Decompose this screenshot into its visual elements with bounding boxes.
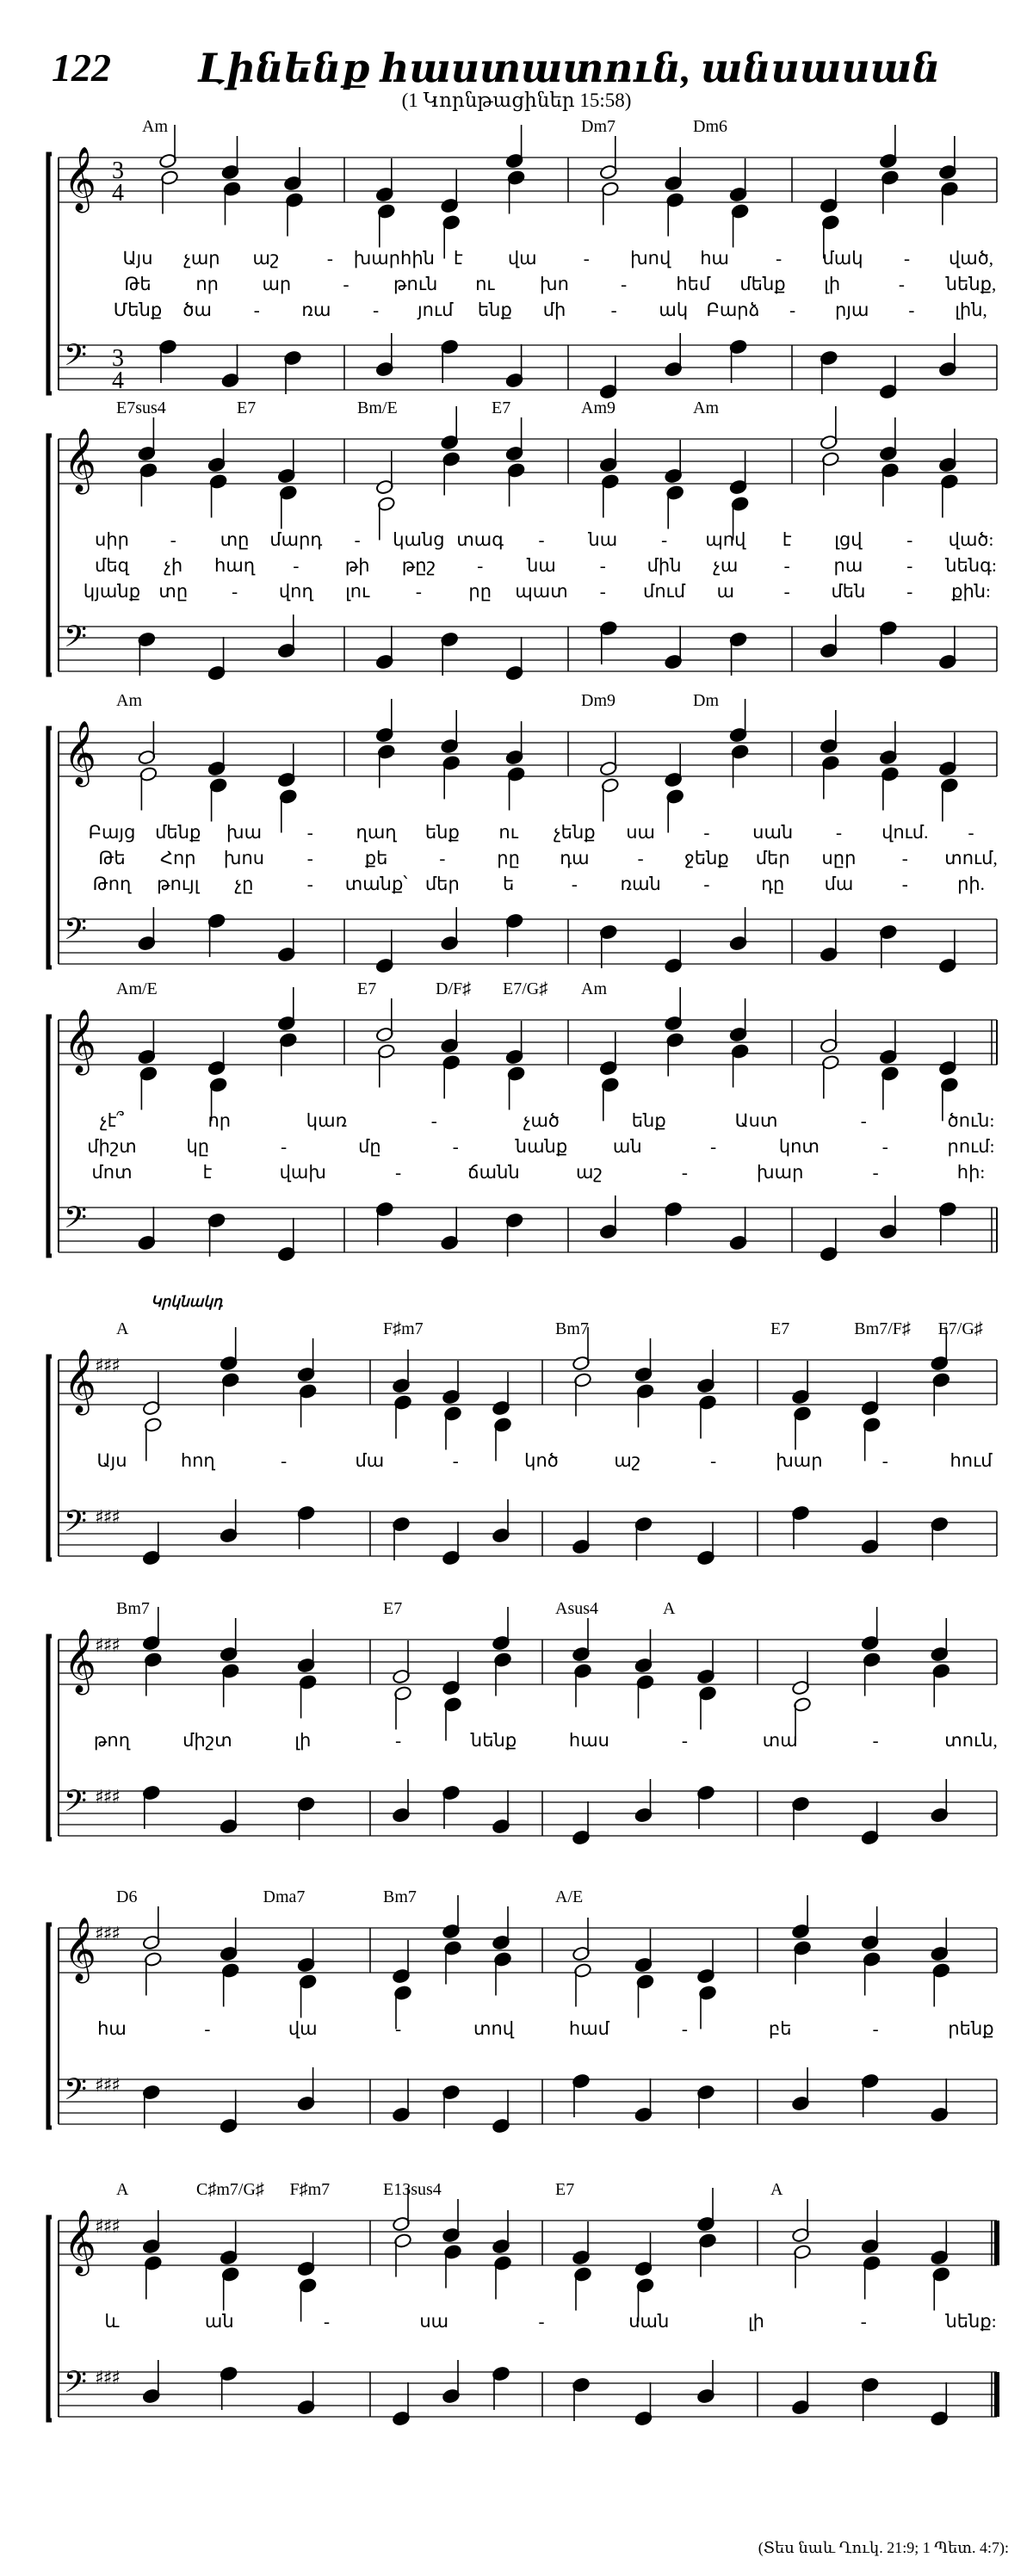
- key-signature: ♯♯♯: [95, 1924, 120, 1945]
- lyric-syllable: աշ: [614, 1450, 641, 1471]
- lyric-syllable: վա: [288, 2018, 318, 2039]
- lyric-syllable: աշ: [575, 1162, 603, 1183]
- lyric-syllable: մոտ: [91, 1162, 133, 1183]
- lyric-syllable: -: [538, 2311, 545, 2332]
- lyric-syllable: վում.: [881, 822, 929, 843]
- lyric-syllable: -: [439, 848, 446, 868]
- chord-symbol: Am: [142, 117, 168, 136]
- lyric-syllable: -: [373, 300, 380, 320]
- lyric-syllable: -: [901, 848, 908, 868]
- lyric-syllable: վող: [278, 581, 313, 602]
- lyric-syllable: -: [783, 581, 790, 602]
- lyric-syllable: մը: [358, 1136, 381, 1157]
- lyric-syllable: խո: [540, 274, 569, 294]
- lyric-syllable: նանք: [515, 1136, 568, 1157]
- lyric-syllable: ծա: [182, 300, 212, 320]
- chord-symbol: E13sus4: [383, 2180, 442, 2199]
- lyric-syllable: մա: [824, 874, 854, 894]
- lyric-syllable: -: [232, 581, 238, 602]
- lyric-syllable: է: [453, 248, 463, 269]
- lyric-syllable: ռա: [301, 300, 331, 320]
- treble-clef: 𝄞: [64, 1350, 96, 1413]
- lyric-syllable: լի: [294, 1730, 312, 1751]
- lyric-syllable: բե: [768, 2018, 792, 2039]
- chord-symbol: Am/E: [116, 979, 158, 998]
- time-signature-top: 3: [112, 345, 124, 372]
- lyric-syllable: քին:: [951, 581, 991, 602]
- lyric-syllable: հեմ: [676, 274, 711, 294]
- lyric-syllable: ենք: [424, 822, 460, 843]
- lyric-syllable: հաղ: [214, 555, 256, 576]
- lyric-syllable: չի: [164, 555, 183, 576]
- lyric-syllable: -: [703, 874, 710, 894]
- lyric-syllable: ար: [262, 274, 292, 294]
- lyric-syllable: -: [306, 822, 313, 843]
- chord-symbol: D/F♯: [436, 979, 472, 998]
- lyric-syllable: -: [395, 2018, 402, 2039]
- lyric-syllable: սա: [419, 2311, 449, 2332]
- system-brace: [48, 2217, 52, 2420]
- chord-symbol: Bm7: [383, 1887, 417, 1906]
- hymn-number: 122: [52, 46, 111, 90]
- time-signature-bottom: 4: [112, 368, 124, 394]
- tempo-marking: Կրկնակդ: [151, 1294, 223, 1310]
- lyric-syllable: նենք:: [945, 2311, 997, 2332]
- lyric-syllable: ճանն: [467, 1162, 520, 1183]
- lyric-syllable: խար: [776, 1450, 823, 1471]
- lyric-syllable: -: [204, 2018, 211, 2039]
- lyric-syllable: -: [599, 555, 606, 576]
- lyric-syllable: -: [906, 581, 913, 602]
- lyric-syllable: -: [872, 2018, 879, 2039]
- lyric-syllable: հաս: [568, 1730, 609, 1751]
- lyric-syllable: չը: [234, 874, 254, 894]
- chord-symbol: A/E: [555, 1887, 584, 1906]
- lyric-syllable: չա: [713, 555, 739, 576]
- lyric-syllable: -: [281, 1136, 288, 1157]
- lyric-syllable: նենգ:: [945, 555, 997, 576]
- chord-symbol: E7: [492, 398, 511, 417]
- lyric-syllable: ված:: [948, 529, 994, 550]
- lyric-syllable: չար: [183, 248, 220, 269]
- lyric-syllable: -: [343, 274, 349, 294]
- lyric-syllable: սա: [626, 822, 656, 843]
- chord-symbol: E7: [770, 1319, 790, 1338]
- system-brace: [48, 1016, 52, 1256]
- lyric-syllable: -: [835, 822, 842, 843]
- chord-symbol: E7/G♯: [503, 979, 548, 998]
- chord-symbol: A: [116, 1319, 129, 1338]
- lyric-syllable: չած: [523, 1110, 560, 1131]
- lyric-syllable: ենք: [477, 300, 512, 320]
- lyric-syllable: խով: [630, 248, 671, 269]
- lyric-syllable: -: [881, 1450, 888, 1471]
- lyric-syllable: -: [681, 1730, 688, 1751]
- lyric-syllable: -: [253, 300, 260, 320]
- chord-symbol: Am: [581, 979, 607, 998]
- chord-symbol: A: [770, 2180, 783, 2199]
- treble-clef: 𝄞: [64, 1918, 96, 1981]
- lyric-syllable: -: [395, 1730, 402, 1751]
- chord-symbol: F♯m7: [289, 2180, 331, 2199]
- lyric-syllable: -: [583, 248, 590, 269]
- lyric-syllable: մեն: [831, 581, 866, 602]
- lyric-syllable: նենք,: [945, 274, 997, 294]
- lyric-syllable: հա: [97, 2018, 127, 2039]
- lyric-syllable: -: [860, 1110, 867, 1131]
- lyric-syllable: տանք՝: [344, 874, 408, 894]
- chord-symbol: C♯m7/G♯: [196, 2180, 264, 2199]
- lyric-syllable: կանց: [393, 529, 445, 550]
- lyric-syllable: կոտ: [778, 1136, 820, 1157]
- lyric-syllable: Թող: [92, 874, 132, 894]
- lyric-syllable: ված,: [948, 248, 994, 269]
- lyric-syllable: -: [661, 529, 668, 550]
- lyric-syllable: -: [710, 1136, 717, 1157]
- lyric-syllable: -: [477, 555, 484, 576]
- treble-clef: 𝄞: [64, 147, 96, 211]
- chord-symbol: Bm7/F♯: [854, 1319, 911, 1338]
- bass-clef: 𝄢: [64, 619, 88, 661]
- lyric-syllable: -: [415, 581, 422, 602]
- chord-symbol: Bm7: [555, 1319, 589, 1338]
- chord-symbol: Bm/E: [357, 398, 398, 417]
- lyric-syllable: -: [872, 1730, 879, 1751]
- time-signature-bottom: 4: [112, 180, 124, 207]
- lyric-syllable: կը: [186, 1136, 210, 1157]
- lyric-syllable: տուն,: [944, 1730, 998, 1751]
- lyric-syllable: -: [783, 555, 790, 576]
- lyric-syllable: -: [789, 300, 796, 320]
- lyric-syllable: հա: [700, 248, 730, 269]
- lyric-syllable: թըշ: [401, 555, 436, 576]
- bass-clef: 𝄢: [64, 1504, 88, 1546]
- system-brace: [48, 1636, 52, 1839]
- lyric-syllable: յում: [417, 300, 454, 320]
- chord-symbol: Dm: [693, 691, 719, 710]
- chord-symbol: A: [116, 2180, 129, 2199]
- lyric-syllable: -: [703, 822, 710, 843]
- bass-clef: 𝄢: [64, 1783, 88, 1825]
- lyric-syllable: վա: [507, 248, 537, 269]
- lyric-syllable: հում: [949, 1450, 993, 1471]
- lyric-syllable: րը: [468, 581, 492, 602]
- lyric-syllable: -: [906, 555, 913, 576]
- treble-clef: 𝄞: [64, 1629, 96, 1693]
- chord-symbol: Dm6: [693, 117, 727, 136]
- lyric-syllable: ենք: [631, 1110, 666, 1131]
- lyric-syllable: Այս: [122, 248, 153, 269]
- lyric-syllable: չէ՞: [100, 1110, 124, 1131]
- key-signature: ♯♯♯: [95, 2368, 120, 2389]
- chord-symbol: Dm9: [581, 691, 615, 710]
- chord-symbol: E7: [237, 398, 257, 417]
- lyric-syllable: խար: [757, 1162, 804, 1183]
- lyric-syllable: հող: [180, 1450, 215, 1471]
- bass-clef: 𝄢: [64, 1200, 88, 1242]
- lyric-syllable: մա: [355, 1450, 385, 1471]
- lyric-syllable: Մենք: [113, 300, 163, 320]
- lyric-syllable: թող: [93, 1730, 131, 1751]
- lyric-syllable: որ: [207, 1110, 232, 1131]
- lyric-syllable: մի: [542, 300, 566, 320]
- lyric-syllable: հի:: [956, 1162, 986, 1183]
- lyric-syllable: -: [354, 529, 361, 550]
- lyric-syllable: թույլ: [157, 874, 200, 894]
- lyric-syllable: կոծ: [524, 1450, 559, 1471]
- lyric-syllable: -: [710, 1450, 717, 1471]
- lyric-syllable: նա: [527, 555, 556, 576]
- chord-symbol: E7: [383, 1599, 403, 1618]
- treble-clef: 𝄞: [64, 1010, 96, 1073]
- lyric-syllable: -: [170, 529, 176, 550]
- lyric-syllable: -: [430, 1110, 437, 1131]
- lyric-syllable: լի: [747, 2311, 765, 2332]
- lyric-syllable: ռան: [620, 874, 661, 894]
- lyric-syllable: րը: [497, 848, 520, 868]
- key-signature: ♯♯♯: [95, 1635, 120, 1657]
- lyric-syllable: -: [681, 2018, 688, 2039]
- treble-clef: 𝄞: [64, 429, 96, 492]
- lyric-syllable: տով: [473, 2018, 515, 2039]
- lyric-syllable: պատ: [515, 581, 568, 602]
- key-signature: ♯♯♯: [95, 1356, 120, 1377]
- lyric-syllable: ակ: [659, 300, 689, 320]
- lyric-syllable: Բարձ: [706, 300, 760, 320]
- lyric-syllable: -: [621, 274, 628, 294]
- lyric-syllable: քե: [364, 848, 388, 868]
- chord-symbol: E7: [555, 2180, 575, 2199]
- bass-clef: 𝄢: [64, 2072, 88, 2114]
- chord-symbol: Asus4: [555, 1599, 599, 1618]
- lyric-syllable: Հոր: [159, 848, 196, 868]
- lyric-syllable: -: [860, 2311, 867, 2332]
- lyric-syllable: մեր: [755, 848, 790, 868]
- lyric-syllable: -: [395, 1162, 402, 1183]
- key-signature: ♯♯♯: [95, 2075, 120, 2097]
- system-brace: [48, 1924, 52, 2128]
- lyric-syllable: -: [306, 848, 313, 868]
- system-brace: [48, 728, 52, 967]
- lyric-syllable: խա: [226, 822, 263, 843]
- treble-clef: 𝄞: [64, 2210, 96, 2274]
- lyric-syllable: վախ: [279, 1162, 326, 1183]
- lyric-syllable: րի.: [957, 874, 985, 894]
- lyric-syllable: սըր: [821, 848, 857, 868]
- lyric-syllable: րյա: [834, 300, 869, 320]
- hymn-title: Լինենք հաստատուն, անսասան: [198, 46, 941, 90]
- lyric-syllable: տում,: [944, 848, 998, 868]
- lyric-syllable: սան: [752, 822, 794, 843]
- lyric-syllable: ա: [716, 581, 735, 602]
- lyric-syllable: լու: [345, 581, 370, 602]
- lyric-syllable: լի: [824, 274, 841, 294]
- lyric-syllable: տը: [220, 529, 250, 550]
- system-brace: [48, 154, 52, 393]
- chord-symbol: Dm7: [581, 117, 615, 136]
- lyric-syllable: -: [452, 1450, 459, 1471]
- lyric-syllable: մարդ: [269, 529, 323, 550]
- lyric-syllable: խարհին: [353, 248, 435, 269]
- chord-symbol: E7/G♯: [937, 1319, 983, 1338]
- lyric-syllable: -: [324, 2311, 330, 2332]
- chord-symbol: F♯m7: [383, 1319, 424, 1338]
- chord-symbol: Am: [693, 398, 719, 417]
- lyric-syllable: -: [776, 248, 782, 269]
- key-signature: ♯♯♯: [95, 2216, 120, 2238]
- lyric-syllable: -: [452, 1136, 459, 1157]
- lyric-syllable: մեր: [424, 874, 460, 894]
- lyric-syllable: դա: [560, 848, 590, 868]
- lyric-syllable: լին,: [955, 300, 987, 320]
- lyric-syllable: րում:: [947, 1136, 995, 1157]
- lyric-syllable: -: [637, 848, 644, 868]
- lyric-syllable: մակ: [822, 248, 863, 269]
- lyric-syllable: -: [599, 581, 606, 602]
- chord-symbol: Bm7: [116, 1599, 150, 1618]
- lyric-syllable: նա: [588, 529, 618, 550]
- lyric-syllable: խոս: [223, 848, 265, 868]
- lyric-syllable: ղաղ: [356, 822, 397, 843]
- lyric-syllable: րենք: [948, 2018, 994, 2039]
- lyric-syllable: միշտ: [87, 1136, 137, 1157]
- lyric-syllable: Թե: [124, 274, 152, 294]
- lyric-syllable: -: [906, 529, 913, 550]
- lyric-syllable: չենք: [554, 822, 596, 843]
- chord-symbol: D6: [116, 1887, 138, 1906]
- lyric-syllable: մում: [643, 581, 686, 602]
- lyric-syllable: լցվ: [834, 529, 863, 550]
- lyric-syllable: համ: [568, 2018, 609, 2039]
- lyric-syllable: մեզ: [95, 555, 129, 576]
- lyric-syllable: աշ: [252, 248, 280, 269]
- lyric-syllable: -: [281, 1450, 288, 1471]
- lyric-syllable: -: [872, 1162, 879, 1183]
- lyric-syllable: -: [881, 1136, 888, 1157]
- lyric-syllable: դը: [761, 874, 785, 894]
- chord-symbol: Dma7: [263, 1887, 306, 1906]
- lyric-syllable: -: [898, 274, 905, 294]
- system-brace: [48, 436, 52, 675]
- lyric-syllable: ու: [498, 822, 518, 843]
- lyric-syllable: է: [782, 529, 792, 550]
- lyric-syllable: տը: [158, 581, 189, 602]
- lyric-syllable: կառ: [306, 1110, 348, 1131]
- key-signature: ♯♯♯: [95, 1787, 120, 1808]
- lyric-syllable: -: [968, 822, 974, 843]
- lyric-syllable: միշտ: [182, 1730, 232, 1751]
- chord-symbol: Am9: [581, 398, 615, 417]
- treble-clef: 𝄞: [64, 721, 96, 785]
- lyric-syllable: մին: [646, 555, 682, 576]
- lyric-syllable: Աստ: [734, 1110, 778, 1131]
- lyric-syllable: Բայց: [88, 822, 136, 843]
- hymn-reference: (1 Կորնթացիներ 15:58): [401, 90, 632, 111]
- chord-symbol: E7: [357, 979, 377, 998]
- lyric-syllable: -: [538, 529, 545, 550]
- lyric-syllable: ծուն:: [947, 1110, 995, 1131]
- lyric-syllable: մենք: [155, 822, 201, 843]
- lyric-syllable: -: [901, 874, 908, 894]
- chord-symbol: E7sus4: [116, 398, 166, 417]
- lyric-syllable: է: [202, 1162, 213, 1183]
- lyric-syllable: մենք: [739, 274, 786, 294]
- time-signature-top: 3: [112, 158, 124, 184]
- lyric-syllable: և: [104, 2311, 120, 2332]
- lyric-syllable: թուն: [393, 274, 438, 294]
- lyric-syllable: թի: [344, 555, 370, 576]
- lyric-syllable: Թե: [98, 848, 126, 868]
- lyric-syllable: կյանք: [83, 581, 141, 602]
- lyric-syllable: տա: [762, 1730, 798, 1751]
- lyric-syllable: ջենք: [684, 848, 729, 868]
- lyric-syllable: տագ: [456, 529, 504, 550]
- lyric-syllable: ե: [502, 874, 515, 894]
- lyric-syllable: սիր: [95, 529, 129, 550]
- bass-clef: 𝄢: [64, 2364, 88, 2406]
- lyric-syllable: -: [293, 555, 300, 576]
- system-brace: [48, 1356, 52, 1560]
- lyric-syllable: նենք: [470, 1730, 517, 1751]
- lyric-syllable: -: [326, 248, 333, 269]
- lyric-syllable: -: [306, 874, 313, 894]
- bass-clef: 𝄢: [64, 337, 88, 380]
- lyric-syllable: ու: [475, 274, 495, 294]
- lyric-syllable: րա: [833, 555, 863, 576]
- lyric-syllable: որ: [195, 274, 219, 294]
- key-signature: ♯♯♯: [95, 1507, 120, 1529]
- lyric-syllable: -: [571, 874, 578, 894]
- bass-clef: 𝄢: [64, 911, 88, 954]
- lyric-syllable: -: [681, 1162, 688, 1183]
- chord-symbol: A: [663, 1599, 676, 1618]
- lyric-syllable: Այս: [96, 1450, 127, 1471]
- lyric-syllable: պով: [705, 529, 746, 550]
- lyric-syllable: -: [610, 300, 617, 320]
- lyric-syllable: ան: [612, 1136, 642, 1157]
- lyric-syllable: սան: [628, 2311, 670, 2332]
- lyric-syllable: -: [908, 300, 915, 320]
- lyric-syllable: -: [904, 248, 911, 269]
- chord-symbol: Am: [116, 691, 142, 710]
- lyric-syllable: ան: [204, 2311, 234, 2332]
- footer-reference: (Տես նաև Ղուկ. 21:9; 1 Պետ. 4:7):: [758, 2539, 1009, 2556]
